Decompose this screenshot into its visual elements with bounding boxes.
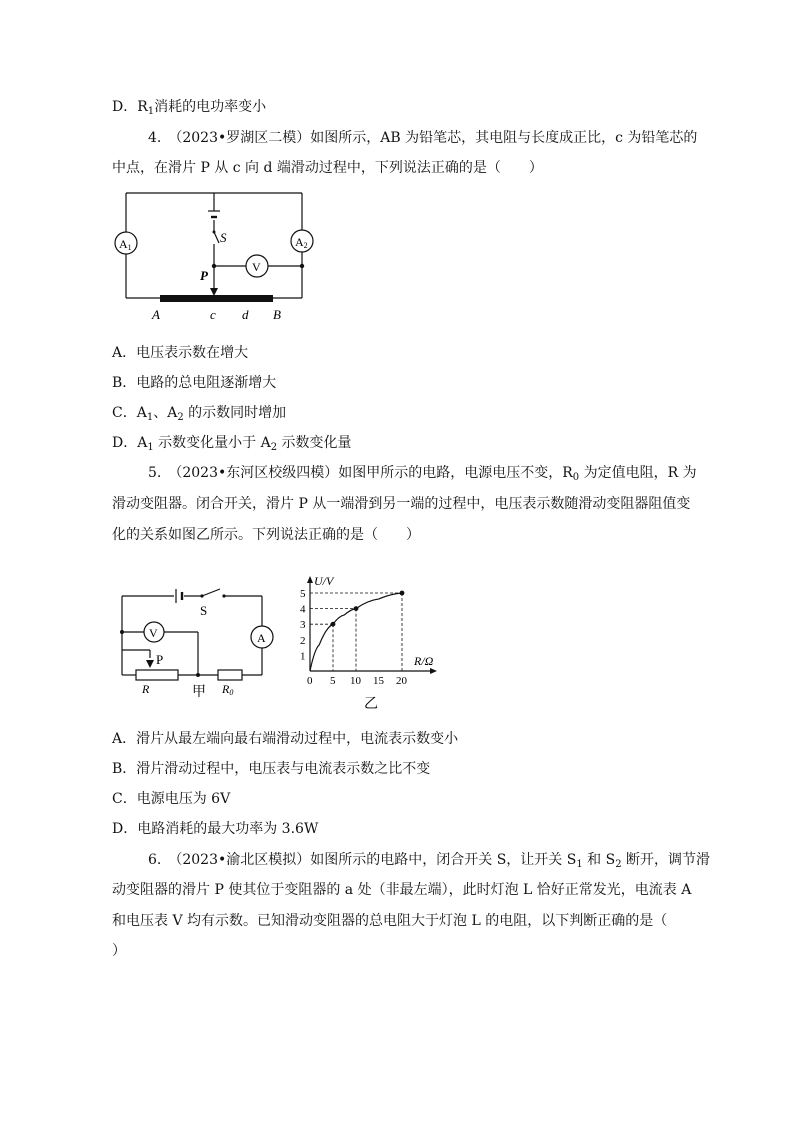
- y-axis-arrow-icon: [307, 576, 313, 583]
- x-tick-label: 10: [350, 675, 361, 687]
- q4-option-a: A．电压表示数在增大: [112, 345, 249, 361]
- q5-option-c: C．电源电压为 6V: [112, 791, 231, 807]
- q4-circuit-diagram: [112, 180, 322, 325]
- rheostat: [136, 670, 178, 680]
- x-axis-label: R/Ω: [414, 654, 434, 668]
- slider-arrow-icon: [146, 660, 154, 668]
- q5-stem-line2: 滑动变阻器。闭合开关，滑片 P 从一端滑到另一端的过程中，电压表示数随滑动变阻器阻值变: [112, 496, 691, 512]
- x-tick-label: 5: [330, 675, 336, 687]
- q6-stem-line4: ）: [112, 943, 126, 959]
- label-d: d: [242, 307, 249, 322]
- y-axis-label: U/V: [314, 574, 334, 588]
- data-point: [400, 591, 405, 596]
- q6-stem-line1: 6. （2023•渝北区模拟）如图所示的电路中，闭合开关 S，让开关 $S_1$ 和 $S_2$ 断开，调节滑: [148, 852, 711, 870]
- switch-icon: [214, 232, 219, 243]
- q4-stem-line1: 4. （2023•罗湖区二模）如图所示，AB 为铅笔芯，其电阻与长度成正比，c 为铅笔芯的: [148, 130, 698, 146]
- q5-option-a: A．滑片从最左端向最右端滑动过程中，电流表示数变小: [112, 731, 459, 747]
- pencil-lead: [160, 295, 273, 302]
- q4-stem-line2: 中点，在滑片 P 从 c 向 d 端滑动过程中，下列说法正确的是（ ）: [112, 160, 543, 176]
- y-tick-label: 3: [300, 619, 306, 632]
- y-tick-label: 4: [300, 603, 306, 616]
- label-p: P: [200, 268, 208, 283]
- label-a1: A1: [119, 237, 132, 252]
- label-b-end: B: [273, 307, 281, 322]
- q3-option-d: D．$R_1$消耗的电功率变小: [112, 99, 267, 117]
- label-p: P: [156, 652, 164, 667]
- label-s: S: [220, 230, 227, 245]
- slider-arrow-icon: [210, 288, 218, 296]
- label-r: R: [142, 682, 150, 696]
- caption-jia: 甲: [192, 685, 206, 700]
- q6-stem-line3: 和电压表 V 均有示数。已知滑动变阻器的总电阻大于灯泡 L 的电阻，以下判断正确的是（: [112, 913, 668, 929]
- data-point: [331, 622, 336, 627]
- q5-stem-line3: 化的关系如图乙所示。下列说法正确的是（ ）: [112, 527, 420, 543]
- switch-icon: [202, 589, 220, 596]
- q5-circuit-diagram: [112, 582, 282, 702]
- q5-option-d: D．电路消耗的最大功率为 3.6W: [112, 821, 319, 837]
- label-r0: R0: [222, 682, 234, 697]
- label-s: S: [200, 603, 208, 618]
- q5-graph: [300, 556, 450, 711]
- x-tick-label: 15: [373, 675, 384, 687]
- label-v: V: [252, 260, 261, 274]
- data-point: [354, 606, 359, 611]
- q4-option-b: B．电路的总电阻逐渐增大: [112, 375, 277, 391]
- y-tick-label: 5: [300, 588, 306, 600]
- q5-option-b: B．滑片滑动过程中，电压表与电流表示数之比不变: [112, 761, 431, 777]
- q5-stem-line1: 5. （2023•东河区校级四模）如图甲所示的电路，电源电压不变，$R_0$ 为定值电阻，R 为: [148, 465, 697, 483]
- y-tick-label: 2: [300, 634, 306, 647]
- label-a2: A2: [295, 235, 308, 250]
- q6-stem-line2: 动变阻器的滑片 P 使其位于变阻器的 a 处（非最左端），此时灯泡 L 恰好正常发光，电流表 A: [112, 882, 692, 898]
- q4-option-c: C．$A_1$、$A_2$ 的示数同时增加: [112, 405, 287, 423]
- y-tick-label: 1: [300, 650, 306, 663]
- label-a-end: A: [152, 307, 160, 322]
- x-tick-label: 20: [396, 675, 407, 687]
- label-a: A: [257, 631, 266, 645]
- fixed-resistor-r0: [218, 670, 242, 680]
- label-v: V: [149, 626, 158, 640]
- x-tick-label: 0: [307, 675, 313, 687]
- caption-yi: 乙: [364, 697, 378, 712]
- q4-option-d: D．$A_1$ 示数变化量小于 $A_2$ 示数变化量: [112, 435, 352, 453]
- label-c: c: [210, 307, 216, 322]
- x-axis-arrow-icon: [430, 668, 437, 674]
